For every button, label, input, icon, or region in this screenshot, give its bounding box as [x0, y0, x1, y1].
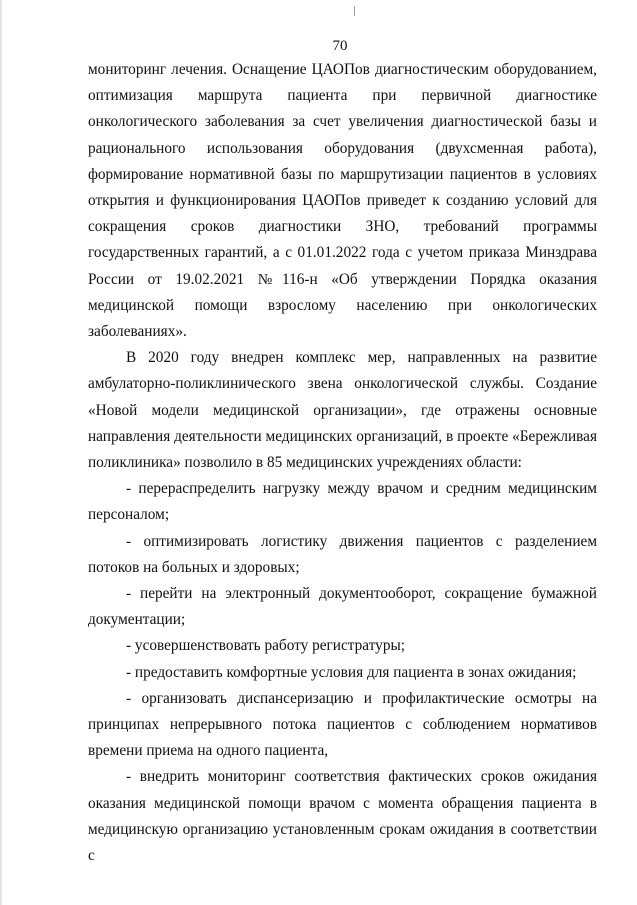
- body-text: [88, 57, 597, 869]
- paragraph: мониторинг лечения. Оснащение ЦАОПов диагностическим оборудованием, оптимизация маршрута пациента при первичной диагностике онкологического заболевания за счет увеличения диагностической базы и рационального использования оборудования (двухсменная работа), формирование нормативной базы по маршрутизации пациентов в условиях открытия и функционирования ЦАОПов приведет к созданию условий для сокращения сроков диагностики ЗНО, требований программы государственных гарантий, а с 01.01.2022 года с учетом приказа Минздрава России от 19.02.2021 №116-н «Об утверждении Порядка оказания медицинской помощи взрослому населению при онкологических заболеваниях».: [88, 61, 597, 341]
- list-item: - перейти на электронный документооборот, сокращение бумажной документации;: [88, 585, 597, 629]
- scan-mark: [354, 6, 355, 16]
- page-number: 70: [332, 38, 348, 54]
- list-item: - организовать диспансеризацию и профилактические осмотры на принципах непрерывного потока пациентов с соблюдением нормативов времени приема на одного пациента,: [88, 689, 597, 760]
- list-item: - предоставить комфортные условия для пациента в зонах ожидания;: [126, 663, 577, 681]
- list-item: - усовершенствовать работу регистратуры;: [126, 637, 406, 655]
- list-item: - оптимизировать логистику движения пациентов с разделением потоков на больных и здоровых;: [88, 532, 597, 576]
- paragraph: В 2020 году внедрен комплекс мер, направленных на развитие амбулаторно-поликлинического звена онкологической службы. Создание «Новой модели медицинской организации», где отражены основные направления деятельности медицинских организаций, в проекте «Бережливая поликлиника» позволило в 85 медицинских учреждениях области:: [88, 349, 597, 472]
- list-item: - внедрить мониторинг соответствия фактических сроков ожидания оказания медицинской помощи врачом с момента обращения пациента в медицинскую организацию установленным срокам ожидания в соответствии с: [88, 768, 597, 865]
- scan-edge-shadow: [0, 0, 3, 905]
- list-item: - перераспределить нагрузку между врачом и средним медицинским персоналом;: [88, 480, 597, 524]
